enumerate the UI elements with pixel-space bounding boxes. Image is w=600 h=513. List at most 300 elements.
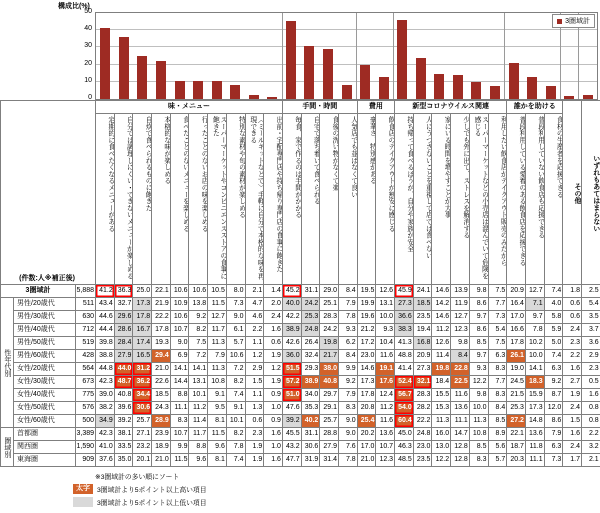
value-cell: 19.5 (357, 285, 376, 298)
y-axis-tick-label: 0 (88, 94, 92, 101)
value-cell: 42.2 (282, 311, 301, 324)
value-cell: 39.0 (96, 389, 115, 402)
value-cell: 42.6 (282, 337, 301, 350)
higher-swatch-icon: 太字 (73, 484, 93, 494)
count-cell: 673 (76, 376, 96, 389)
value-cell: 1.6 (582, 389, 600, 402)
value-cell: 22.2 (152, 311, 171, 324)
count-cell: 519 (76, 337, 96, 350)
table-row (1, 311, 600, 324)
column-header: 飲食店のテイクアウトが割安に感じる (376, 114, 395, 285)
value-cell: 20.9 (413, 350, 432, 363)
value-cell: 0.9 (264, 415, 283, 428)
value-cell: 1.9 (245, 454, 264, 467)
value-cell: 2.2 (582, 428, 600, 441)
value-cell: 10.0 (469, 402, 488, 415)
value-cell: 10.5 (208, 285, 227, 298)
row-label: 首都圏 (14, 428, 76, 441)
value-cell: 0.8 (582, 415, 600, 428)
value-cell: 11.7 (189, 428, 208, 441)
value-cell: 34.4 (133, 389, 152, 402)
value-cell: 5.4 (488, 324, 507, 337)
value-cell: 11.4 (432, 350, 451, 363)
value-cell: 27.9 (320, 441, 339, 454)
value-cell: 11.5 (170, 454, 189, 467)
value-cell: 2.4 (264, 311, 283, 324)
value-cell: 17.4 (133, 337, 152, 350)
row-label: 3圏域計 (1, 285, 76, 298)
row-label: 男性/30歳代 (14, 311, 76, 324)
value-cell: 9.7 (469, 350, 488, 363)
column-header: その他 (563, 101, 582, 285)
table-row (1, 428, 600, 441)
lower-swatch-icon (73, 497, 93, 507)
value-cell: 25.0 (133, 285, 152, 298)
column-header: スーパーマーケットなどの小売店は混んでいて危険を感じる (469, 114, 488, 285)
value-cell: 24.8 (301, 324, 320, 337)
table-row (1, 337, 600, 350)
value-cell: 12.7 (525, 285, 544, 298)
value-cell: 10.0 (525, 350, 544, 363)
value-cell: 19.6 (357, 311, 376, 324)
chart-legend (552, 14, 595, 28)
gridline (96, 29, 597, 30)
value-cell: 9.6 (208, 441, 227, 454)
bar (453, 75, 463, 99)
value-cell: 6.2 (339, 337, 358, 350)
value-cell: 10.1 (189, 389, 208, 402)
value-cell: 8.1 (208, 454, 227, 467)
table-row (1, 298, 600, 311)
value-cell: 8.3 (339, 402, 358, 415)
value-cell: 25.4 (357, 415, 376, 428)
value-cell: 11.3 (208, 363, 227, 376)
value-cell: 45.9 (395, 285, 414, 298)
value-cell: 1.6 (563, 428, 582, 441)
value-cell: 30.6 (301, 441, 320, 454)
value-cell: 22.5 (451, 376, 470, 389)
value-cell: 17.3 (133, 298, 152, 311)
legend-label: 3圏域計 (565, 18, 590, 25)
bar (434, 74, 444, 99)
value-cell: 16.8 (413, 337, 432, 350)
value-cell: 57.2 (282, 376, 301, 389)
value-cell: 28.9 (152, 415, 171, 428)
value-cell: 43.4 (96, 298, 115, 311)
value-cell: 5.7 (488, 454, 507, 467)
value-cell: 7.4 (544, 350, 563, 363)
count-cell: 5,888 (76, 285, 96, 298)
value-cell: 1.6 (264, 454, 283, 467)
value-cell: 11.3 (208, 337, 227, 350)
y-axis-tick-label: 20 (84, 59, 92, 67)
column-header: 食べたことのないメニューを楽しめる (170, 114, 189, 285)
value-cell: 9.0 (339, 415, 358, 428)
value-cell: 31.4 (320, 454, 339, 467)
bar (267, 97, 277, 99)
value-cell: 24.2 (320, 324, 339, 337)
value-cell: 9.3 (339, 324, 358, 337)
value-cell: 28.3 (413, 389, 432, 402)
value-cell: 1.3 (245, 402, 264, 415)
value-cell: 6.3 (544, 363, 563, 376)
value-cell: 27.3 (413, 363, 432, 376)
value-cell: 9.0 (226, 311, 245, 324)
value-cell: 7.3 (544, 454, 563, 467)
y-axis-tick-label: 50 (84, 8, 92, 15)
value-cell: 10.6 (226, 350, 245, 363)
value-cell: 34.0 (301, 389, 320, 402)
value-cell: 52.4 (395, 376, 414, 389)
value-cell: 18.5 (152, 389, 171, 402)
value-cell: 1.2 (264, 363, 283, 376)
column-group-header: 誰かを助ける (507, 101, 563, 114)
bar (100, 28, 110, 99)
value-cell: 36.0 (282, 350, 301, 363)
table-row (1, 376, 600, 389)
count-cell: 500 (76, 415, 96, 428)
value-cell: 47.6 (282, 402, 301, 415)
value-cell: 29.3 (301, 363, 320, 376)
value-cell: 16.4 (507, 298, 526, 311)
value-cell: 38.3 (395, 324, 414, 337)
value-cell: 44.0 (114, 363, 133, 376)
value-cell: 28.8 (320, 428, 339, 441)
value-cell: 11.1 (525, 454, 544, 467)
value-cell: 1.7 (563, 454, 582, 467)
value-cell: 14.4 (170, 376, 189, 389)
value-cell: 21.5 (507, 389, 526, 402)
value-cell: 1.8 (563, 285, 582, 298)
value-cell: 3.5 (582, 311, 600, 324)
value-cell: 41.0 (96, 441, 115, 454)
value-cell: 2.7 (563, 376, 582, 389)
value-cell: 40.0 (282, 298, 301, 311)
value-cell: 25.3 (507, 402, 526, 415)
value-cell: 8.0 (226, 285, 245, 298)
value-cell: 8.8 (170, 389, 189, 402)
value-cell: 44.6 (96, 311, 115, 324)
value-cell: 32.4 (301, 350, 320, 363)
value-cell: 12.3 (451, 324, 470, 337)
value-cell: 8.6 (544, 415, 563, 428)
value-cell: 2.4 (563, 402, 582, 415)
bar (360, 65, 370, 99)
value-cell: 9.3 (376, 324, 395, 337)
value-cell: 9.2 (189, 311, 208, 324)
column-header: 自宅で落ち着いて食べられる (301, 114, 320, 285)
value-cell: 9.9 (170, 441, 189, 454)
column-header: いずれもあてはまらない (582, 101, 600, 285)
value-cell: 17.3 (357, 376, 376, 389)
value-cell: 10.1 (226, 415, 245, 428)
column-header: 持ち帰って食べるほうが、自分や家族が安全 (395, 114, 414, 285)
note-higher (76, 484, 207, 494)
value-cell: 40.2 (301, 415, 320, 428)
value-cell: 8.2 (189, 324, 208, 337)
value-cell: 7.4 (226, 454, 245, 467)
gridline (96, 64, 597, 65)
value-cell: 11.3 (469, 415, 488, 428)
value-cell: 5.4 (582, 298, 600, 311)
value-cell: 10.7 (170, 428, 189, 441)
column-header: 人気店でも並ばなくて良い (339, 114, 358, 285)
value-cell: 28.3 (320, 311, 339, 324)
value-cell: 7.8 (339, 454, 358, 467)
note-sort-order: ※3圏域計の多い順にソート (95, 474, 180, 481)
column-header: 自分では調理しにくい・できないメニューが楽しめる (114, 114, 133, 285)
value-cell: 33.5 (114, 441, 133, 454)
column-group-header: 手間・時間 (282, 101, 357, 114)
value-cell: 2.3 (582, 363, 600, 376)
row-label: 女性/30歳代 (14, 376, 76, 389)
value-cell: 2.3 (245, 428, 264, 441)
value-cell: 48.7 (114, 376, 133, 389)
row-group-label: 性年代別 (1, 298, 14, 428)
value-cell: 1.1 (245, 389, 264, 402)
value-cell: 10.8 (469, 428, 488, 441)
value-cell: 23.5 (413, 454, 432, 467)
bar (286, 21, 296, 99)
value-cell: 1.6 (264, 428, 283, 441)
value-cell: 3.6 (582, 337, 600, 350)
value-cell: 56.7 (395, 389, 414, 402)
table-row (1, 441, 600, 454)
value-cell: 12.6 (376, 285, 395, 298)
value-cell: 17.0 (357, 441, 376, 454)
value-cell: 11.1 (170, 402, 189, 415)
value-cell: 8.8 (189, 441, 208, 454)
value-cell: 8.1 (208, 415, 227, 428)
value-cell: 48.8 (395, 350, 414, 363)
value-cell: 9.1 (226, 402, 245, 415)
value-cell: 18.7 (507, 441, 526, 454)
value-cell: 8.2 (226, 376, 245, 389)
value-cell: 11.1 (451, 415, 470, 428)
value-cell: 29.7 (320, 389, 339, 402)
value-cell: 1.9 (264, 376, 283, 389)
value-cell: 24.2 (301, 298, 320, 311)
column-header: 〈ミールキットなどで〉手軽に自分で本格的な味を再現できる (245, 114, 264, 285)
bar (527, 77, 537, 99)
value-cell: 45.0 (395, 428, 414, 441)
value-cell: 0.6 (264, 337, 283, 350)
value-cell: 46.3 (395, 441, 414, 454)
value-cell: 13.1 (376, 298, 395, 311)
value-cell: 21.7 (320, 350, 339, 363)
value-cell: 5.6 (488, 441, 507, 454)
value-cell: 2.3 (563, 337, 582, 350)
value-cell: 0.9 (264, 389, 283, 402)
value-cell: 1.9 (563, 389, 582, 402)
value-cell: 14.1 (189, 363, 208, 376)
value-cell: 7.9 (339, 389, 358, 402)
value-cell: 40.8 (320, 376, 339, 389)
value-cell: 19.8 (320, 337, 339, 350)
value-cell: 2.4 (563, 324, 582, 337)
value-cell: 29.0 (320, 285, 339, 298)
row-label: 男性/60歳代 (14, 350, 76, 363)
value-cell: 11.6 (376, 350, 395, 363)
value-cell: 38.8 (96, 350, 115, 363)
value-cell: 8.3 (488, 363, 507, 376)
value-cell: 11.4 (189, 415, 208, 428)
value-cell: 31.1 (301, 428, 320, 441)
value-cell: 7.9 (208, 350, 227, 363)
count-cell: 630 (76, 311, 96, 324)
row-label: 男性/40歳代 (14, 324, 76, 337)
value-cell: 11.5 (208, 428, 227, 441)
value-cell: 41.4 (395, 363, 414, 376)
column-header: 出前・宅配専門店や持ち帰り専門店の食事に飽きた (264, 114, 283, 285)
value-cell: 44.8 (96, 363, 115, 376)
value-cell: 22.6 (152, 376, 171, 389)
value-cell: 32.7 (114, 298, 133, 311)
bar (546, 86, 556, 99)
value-cell: 48.5 (395, 454, 414, 467)
value-cell: 9.7 (525, 311, 544, 324)
value-cell: 22.8 (451, 363, 470, 376)
bar (490, 86, 500, 99)
value-cell: 7.3 (226, 298, 245, 311)
value-cell: 10.8 (208, 376, 227, 389)
value-cell: 45.5 (282, 428, 301, 441)
column-header: 家にいる時間を増やすことが大事 (432, 114, 451, 285)
value-cell: 8.3 (469, 454, 488, 467)
value-cell: 21.0 (357, 454, 376, 467)
column-header: 自炊で食べられるものに飽きた (133, 114, 152, 285)
value-cell: 2.0 (264, 298, 283, 311)
y-axis-tick-label: 10 (84, 76, 92, 84)
row-label: 男性/20歳代 (14, 298, 76, 311)
bar (583, 95, 593, 99)
value-cell: 31.9 (301, 454, 320, 467)
bar (304, 46, 314, 99)
value-cell: 23.0 (357, 350, 376, 363)
value-cell: 29.6 (114, 311, 133, 324)
column-group-header: 費用 (357, 101, 394, 114)
value-cell: 8.4 (339, 285, 358, 298)
value-cell: 9.9 (339, 363, 358, 376)
value-cell: 16.5 (133, 350, 152, 363)
row-label: 女性/40歳代 (14, 389, 76, 402)
value-cell: 31.1 (301, 285, 320, 298)
value-cell: 15.5 (432, 389, 451, 402)
value-cell: 36.6 (395, 311, 414, 324)
value-cell: 13.8 (189, 298, 208, 311)
value-cell: 37.6 (96, 454, 115, 467)
value-cell: 18.5 (413, 298, 432, 311)
column-header: 行ったことのないお店の味を楽しめる (189, 114, 208, 285)
column-header: 人にうつさないことを重視して店では食べない (413, 114, 432, 285)
bar (175, 81, 185, 99)
column-header: 豪華さ、特別感がある (357, 114, 376, 285)
value-cell: 7.6 (339, 441, 358, 454)
value-cell: 14.6 (432, 285, 451, 298)
value-cell: 11.2 (376, 402, 395, 415)
value-cell: 7.4 (544, 285, 563, 298)
column-header: スーパーマーケットやコンビニエンスストアの食事に飽きた (208, 114, 227, 285)
value-cell: 25.7 (320, 415, 339, 428)
table-row (1, 389, 600, 402)
value-cell: 16.7 (133, 324, 152, 337)
value-cell: 24.1 (413, 285, 432, 298)
value-cell: 12.8 (451, 441, 470, 454)
value-cell: 13.1 (189, 376, 208, 389)
value-cell: 1.9 (245, 441, 264, 454)
value-cell: 44.4 (96, 324, 115, 337)
value-cell: 7.3 (488, 311, 507, 324)
value-cell: 4.0 (544, 298, 563, 311)
value-cell: 41.2 (96, 285, 115, 298)
bar (471, 82, 481, 99)
value-cell: 11.2 (189, 402, 208, 415)
value-cell: 11.2 (432, 324, 451, 337)
value-cell: 22.2 (413, 415, 432, 428)
value-cell: 1.5 (245, 376, 264, 389)
value-cell: 12.4 (376, 389, 395, 402)
column-header: 食後の洗い物がなくて楽 (320, 114, 339, 285)
value-cell: 0.6 (563, 311, 582, 324)
value-cell: 6.1 (226, 324, 245, 337)
count-cell: 712 (76, 324, 96, 337)
group-separator (393, 13, 394, 99)
value-cell: 40.8 (114, 389, 133, 402)
value-cell: 2.2 (563, 350, 582, 363)
value-cell: 9.8 (469, 389, 488, 402)
value-cell: 19.9 (357, 298, 376, 311)
bar (564, 96, 574, 99)
count-cell: 909 (76, 454, 96, 467)
value-cell: 1.6 (563, 363, 582, 376)
value-cell: 8.4 (451, 350, 470, 363)
value-cell: 20.8 (357, 402, 376, 415)
bar (156, 61, 166, 99)
gridline (96, 81, 597, 82)
bar (323, 49, 333, 99)
value-cell: 21.9 (152, 298, 171, 311)
value-cell: 7.4 (226, 389, 245, 402)
value-cell: 42.3 (96, 376, 115, 389)
value-cell: 43.2 (282, 441, 301, 454)
value-cell: 9.8 (451, 337, 470, 350)
value-cell: 35.3 (301, 402, 320, 415)
value-cell: 14.6 (357, 363, 376, 376)
value-cell: 12.6 (432, 337, 451, 350)
value-cell: 1.1 (245, 337, 264, 350)
value-cell: 17.6 (376, 376, 395, 389)
value-cell: 10.6 (189, 285, 208, 298)
value-cell: 9.5 (208, 402, 227, 415)
value-cell: 8.6 (469, 324, 488, 337)
table-row (1, 415, 600, 428)
value-cell: 21.2 (357, 324, 376, 337)
value-cell: 20.9 (507, 285, 526, 298)
value-cell: 11.6 (451, 389, 470, 402)
value-cell: 7.2 (226, 363, 245, 376)
value-cell: 39.2 (114, 415, 133, 428)
count-cell: 576 (76, 402, 96, 415)
value-cell: 11.8 (525, 441, 544, 454)
value-cell: 19.0 (507, 363, 526, 376)
value-cell: 38.9 (301, 376, 320, 389)
value-cell: 7.1 (525, 298, 544, 311)
value-cell: 0.5 (582, 376, 600, 389)
row-label: 女性/20歳代 (14, 363, 76, 376)
value-cell: 1.4 (264, 285, 283, 298)
count-cell: 564 (76, 363, 96, 376)
value-cell: 10.7 (376, 441, 395, 454)
